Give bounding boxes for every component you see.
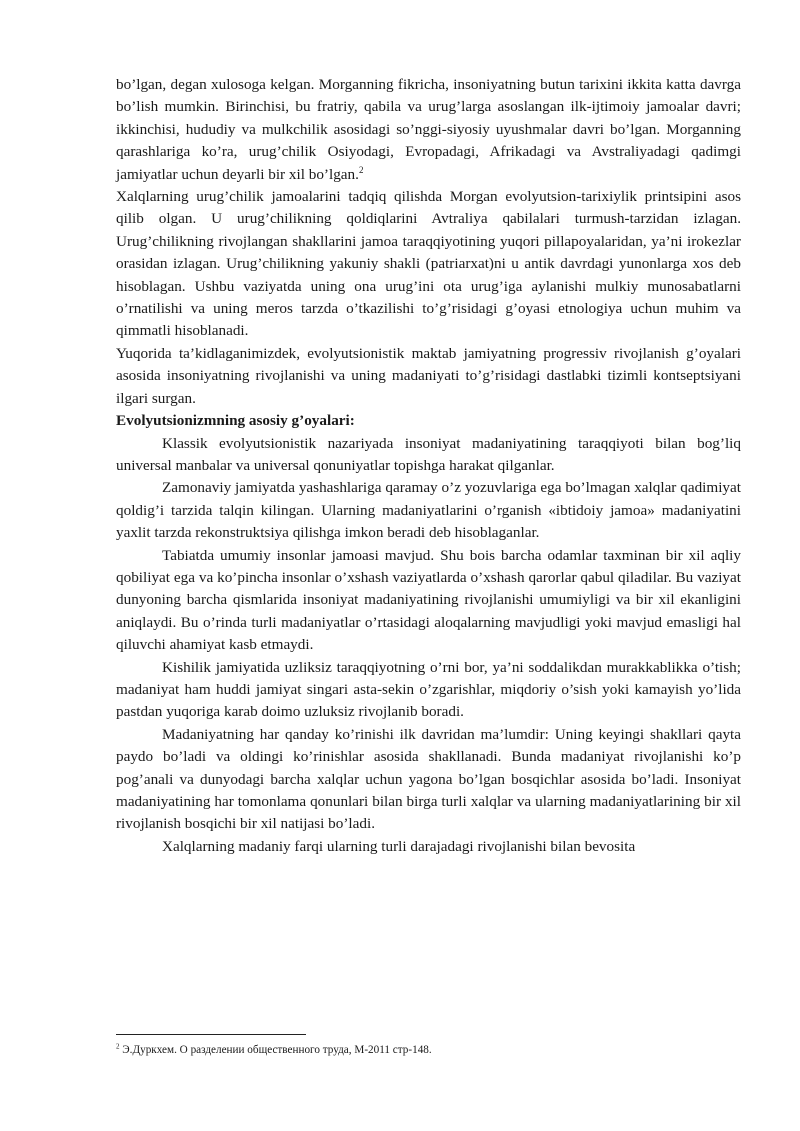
paragraph-7: Kishilik jamiyatida uzliksiz taraqqiyotning o’rni bor, ya’ni soddalikdan murakkablikka o’tish; madaniyat ham huddi jamiyat singari asta-sekin o’zgarishlar, miqdoriy o’sish yoki kamayish yo’lida pastdan yuqoriga karab doimo uzluksiz rivojlanib boradi. [116,658,741,721]
footnote-text: Э.Дуркхем. О разделении общественного труда, М-2011 стр-148. [119,1044,432,1056]
paragraph-1-text: bo’lgan, degan xulosoga kelgan. Morganning fikricha, insoniyatning butun tarixini ikkita katta davrga bo’lish mumkin. Birinchisi, bu fratriy, qabila va urug’larga asoslangan ilk-ijtimoiy jamoalar davri; ikkinchisi, hududiy va mulkchilik asosidagi so’nggi-siyosiy uyushmalar davri bo’lgan. Morganning qarashlariga ko’ra, urug’chilik Osiyodagi, Evropadagi, Afrikadagi va Avstraliyadagi qadimgi jamiyatlar uchun deyarli bir xil bo’lgan. [116,76,741,183]
paragraph-9: Xalqlarning madaniy farqi ularning turli darajadagi rivojlanishi bilan bevosita [162,837,636,855]
paragraph-2: Xalqlarning urug’chilik jamoalarini tadqiq qilishda Morgan evolyutsion-tarixiylik printsipini asos qilib olgan. U urug’chilikning qoldiqlarini Avtraliya qabilalari turmush-tarzidan izlagan. Urug’chilikning rivojlangan shakllarini jamoa taraqqiyotining yuqori pillapoyalaridan, ya’ni irokezlar orasidan izlagan. Urug’chilikning yakuniy shakli (patriarxat)ni u antik davrdagi yunonlarga xos deb hisoblagan. Ushbu vaziyatda uning ona urug’ini ota urug’iga aylanishi mulkiy munosabatlarni o’rnatilishi va uning meros tarzda o’tkazilishi to’g’risidagi g’oyasi etnologiya uchun muhim va qimmatli hisoblanadi. [116,188,741,340]
paragraph-8: Madaniyatning har qanday ko’rinishi ilk davridan ma’lumdir: Uning keyingi shakllari qayta paydo bo’ladi va oldingi ko’rinishlar asosida shakllanadi. Bunda madaniyat rivojlanishi ko’p pog’anali va dunyodagi barcha xalqlar uchun yagona bo’lgan bosqichlar asosida bo’ladi. Insoniyat madaniyatining har tomonlama qonunlari bilan birga turli xalqlar va ularning madaniyatlarining bir xil rivojlanish bosqichi bir xil natijasi bo’ladi. [116,725,741,833]
main-text [116,74,741,858]
paragraph-5: Zamonaviy jamiyatda yashashlariga qaramay o’z yozuvlariga ega bo’lmagan xalqlar qadimiyat qoldig’i tarzida talqin kilingan. Ularning madaniyatlarini o’rganish «ibtidoiy jamoa» madaniyatini yaxlit tarzda rekonstruktsiya qilishga imkon beradi deb hisoblaganlar. [116,479,741,542]
paragraph-4: Klassik evolyutsionistik nazariyada insoniyat madaniyatining taraqqiyoti bilan bog’liq universal manbalar va universal qonuniyatlar topishga harakat qilganlar. [116,434,741,474]
section-heading: Evolyutsionizmning asosiy g’oyalari: [116,412,355,430]
footnote-separator [116,1034,306,1035]
paragraph-3: Yuqorida ta’kidlaganimizdek, evolyutsionistik maktab jamiyatning progressiv rivojlanish g’oyalari asosida insoniyatning rivojlanishi va uning madaniyati to’g’risidagi dastlabki tizimli kontseptsiyani ilgari surgan. [116,344,741,407]
paragraph-6: Tabiatda umumiy insonlar jamoasi mavjud. Shu bois barcha odamlar taxminan bir xil aqliy qobiliyat ega va ko’pincha insonlar o’xshash vaziyatlarda o’xshash qarorlar qabul qiladilar. Bu vaziyat dunyoning barcha qismlarida insoniyat madaniyatining rivojlanishi umumiyligi va bir xil ekanligini aniqlaydi. Bu o’rinda turli madaniyatlar o’rtasidagi aloqalarning mavjudligi yoki mavjud emasligi hal qiluvchi ahamiyat kasb etmaydi. [116,546,741,654]
paragraph-1 [116,74,741,186]
footnote-mark: 2 [116,1042,120,1051]
footnote-reference[interactable]: 2 [358,164,364,175]
footnote [116,1043,741,1057]
